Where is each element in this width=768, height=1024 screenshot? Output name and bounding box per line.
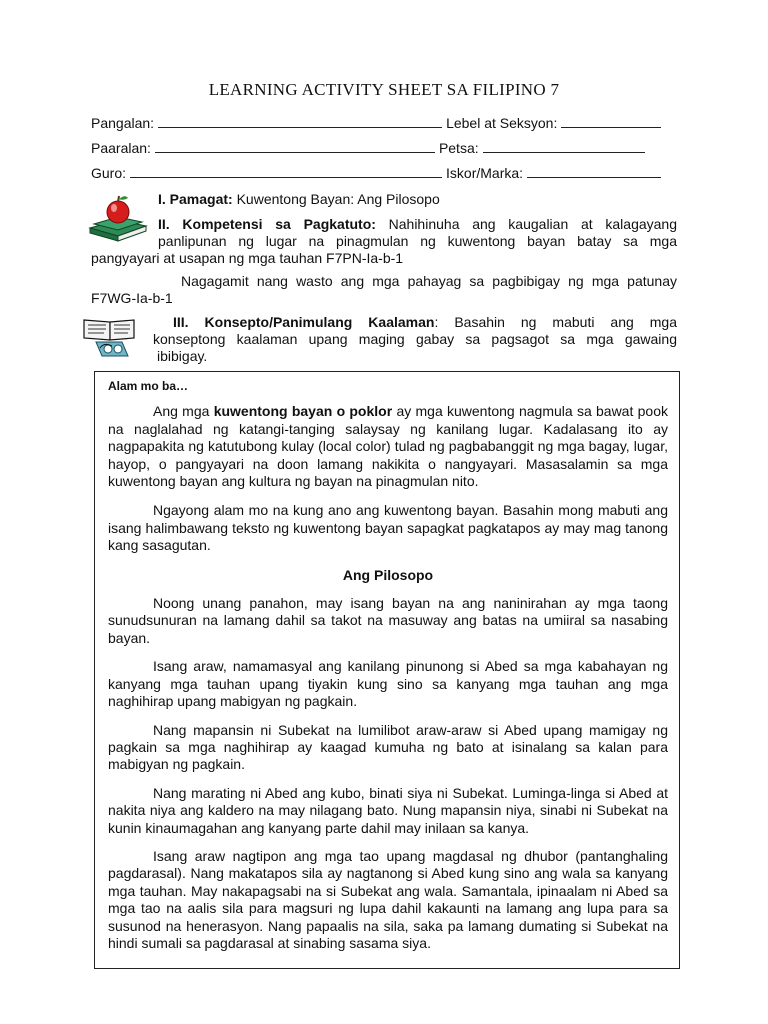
school-date-row [91,140,677,156]
school-label: Paaralan: [91,140,151,156]
concept-text-1: : Basahin ng mabuti ang mga [434,314,677,330]
score-field[interactable] [527,165,661,178]
alam-mo-ba-box [94,371,680,969]
open-book-icon [82,316,140,360]
intro-post: ay mga kuwentong nagmula sa bawat pook na naglalahad ng katangi-tanging salaysay ng kanilang lugar. Kadalasang ito ay nagpapakita ng katutubong kulay (local color) tulad ng pagbabanggit ng mga bagay, lugar, hayop, o pangyayari na doon lamang nakikita o nangyayari. Masasalamin sa mga kuwentong bayan ang kultura ng bayan na pinagmulan nito. [108,403,668,490]
intro-bold: kuwentong bayan o poklor [213,403,393,420]
teacher-field[interactable] [130,165,442,178]
story-paragraph: Isang araw, namamasyal ang kanilang pinunong si Abed sa mga kabahayan ng kanyang mga tauhan upang tiyakin kung sino sa kanyang mga tauhan ang mga naghihirap upang mabigyan ng pagkain. [108,658,668,710]
level-label: Lebel at Seksyon: [446,115,558,131]
story-title: Ang Pilosopo [342,566,434,583]
competency-line-3: pangyayari at usapan ng mga tauhan F7PN-Ia-b-1 [91,250,404,266]
school-field[interactable] [155,140,435,153]
story-paragraph: Nang marating ni Abed ang kubo, binati siya ni Subekat. Luminga-linga si Abed at nakita niya ang kaldero na may nilagang bato. Nung mapansin niya, sinabi ni Subekat na kunin kinaumagahan ang kanyang parte dahil may inilaan sa kanya. [108,784,668,836]
name-field[interactable] [158,115,442,128]
apple-on-books-icon [88,194,150,242]
competency-2-line-1: Nagagamit nang wasto ang mga pahayag sa pagbibigay ng mga patunay [181,273,677,289]
competency-line-2: panlipunan ng lugar na pinagmulan ng kuwentong bayan batay sa mga [158,233,677,249]
story-paragraph: Isang araw nagtipon ang mga tao upang magdasal ng dhubor (pantanghaling pagdarasal). Nang makatapos sila ay nagtanong si Abed kung sino ang wala sa kanyang mga tauhan. May nakapagsabi na si Subekat ang wala. Samantala, ipinaalam ni Abed sa mga tao na aalis sila para magsuri ng lupa dahil kakaunti na lamang ang lupa para sa susunod na henerasyon. Nang papaalis na sila, saka pa lamang dumating si Subekat na hindi sumali sa pagdarasal at sinabing sasama siya. [108,847,668,951]
name-level-row [91,115,677,131]
box-heading: Alam mo ba… [108,379,189,393]
section-title [158,191,678,208]
competency-text-1: Nahihinuha ang kaugalian at kalagayang [388,216,677,232]
paragraph-2: Ngayong alam mo na kung ano ang kuwentong bayan. Basahin mong mabuti ang isang halimbawang teksto ng kuwentong bayan sapagkat pagkatapos ay may mag tanong kang sasagutan. [108,502,668,554]
section-title-text: Kuwentong Bayan: Ang Pilosopo [236,191,440,207]
concept-line-2: konseptong kaalaman upang maging gabay sa pagsagot sa mga gawaing [153,331,677,347]
story-paragraph: Noong unang panahon, may isang bayan na ang naninirahan ay mga taong sunudsunuran na lamang dahil sa takot na masuway ang batas na umiiral sa nasabing bayan. [108,595,668,646]
concept-label: III. Konsepto/Panimulang Kaalaman [173,314,435,330]
competency-line-1 [158,216,677,233]
story-paragraph: Nang mapansin ni Subekat na lumilibot araw-araw si Abed upang mamigay ng pagkain sa mga naghihirap ay kaagad kumuha ng bato at isinalang sa kalan para mabigyan ng pagkain. [108,721,668,773]
competency-2-line-2: F7WG-Ia-b-1 [91,290,173,306]
concept-line-3: ibibigay. [157,348,208,364]
page-title: LEARNING ACTIVITY SHEET SA FILIPINO 7 [208,80,560,99]
intro-pre: Ang mga [153,403,214,420]
teacher-label: Guro: [91,165,127,181]
competency-label: II. Kompetensi sa Pagkatuto: [158,216,376,232]
box-content [108,372,668,952]
teacher-score-row [91,165,677,181]
concept-line-1 [173,314,677,331]
name-label: Pangalan: [91,115,155,131]
intro-paragraph [108,403,668,490]
date-field[interactable] [483,140,645,153]
level-field[interactable] [561,115,661,128]
section-title-label: I. Pamagat: [158,191,233,207]
score-label: Iskor/Marka: [446,165,524,181]
date-label: Petsa: [438,140,479,156]
